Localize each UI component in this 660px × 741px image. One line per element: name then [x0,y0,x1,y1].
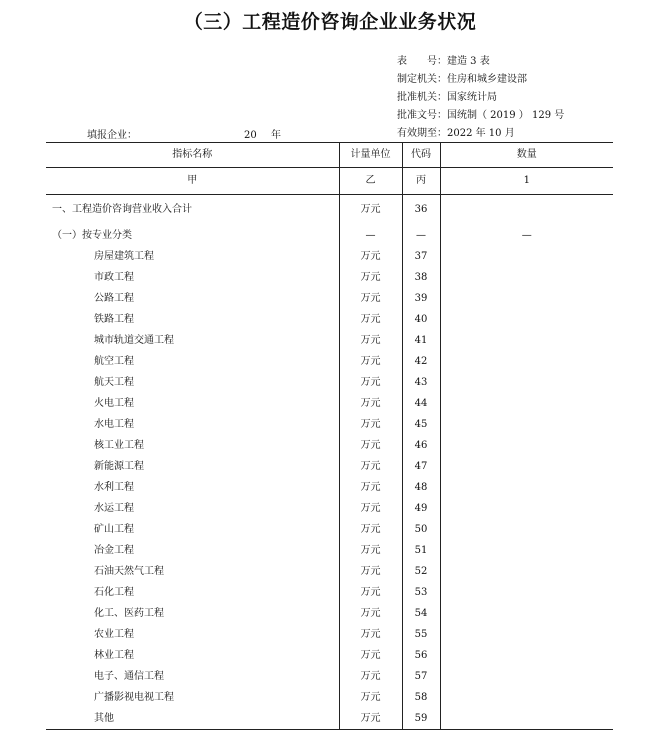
company-label: 填报企业： [87,130,137,141]
meta-valid-label: 有效期至： [397,128,447,139]
row-quantity[interactable] [440,666,613,687]
table-row [46,561,613,582]
row-quantity[interactable] [440,624,613,645]
row-quantity[interactable] [440,330,613,351]
page-title: （三）工程造价咨询企业业务状况 [183,11,477,33]
row-name: 其他 [46,708,339,730]
row-unit: 万元 [339,519,402,540]
row-quantity[interactable] [440,195,613,226]
row-name: 房屋建筑工程 [46,246,339,267]
row-quantity[interactable] [440,582,613,603]
row-name: 石化工程 [46,582,339,603]
meta-valid-value: 2022 年 10 月 [447,128,515,139]
table-row [46,351,613,372]
row-quantity[interactable] [440,267,613,288]
row-quantity[interactable] [440,687,613,708]
table-row [46,477,613,498]
row-code: — [402,225,440,246]
row-quantity[interactable] [440,372,613,393]
row-unit: 万元 [339,477,402,498]
table-row [46,414,613,435]
row-quantity[interactable] [440,309,613,330]
row-unit: 万元 [339,288,402,309]
table-header-row [46,143,613,168]
meta-approver-label: 批准机关： [397,92,447,103]
subheader-quantity: 1 [440,168,613,195]
table-row [46,309,613,330]
row-quantity[interactable] [440,540,613,561]
row-name: 航天工程 [46,372,339,393]
row-name: 核工业工程 [46,435,339,456]
row-quantity[interactable]: — [440,225,613,246]
row-name: 矿山工程 [46,519,339,540]
table-row [46,666,613,687]
row-quantity[interactable] [440,519,613,540]
row-code: 43 [402,372,440,393]
row-quantity[interactable] [440,351,613,372]
subheader-name: 甲 [46,168,339,195]
business-table [46,142,613,730]
row-code: 55 [402,624,440,645]
meta-valid [397,128,515,140]
subheader-code: 丙 [402,168,440,195]
row-quantity[interactable] [440,435,613,456]
meta-form-no-label: 表 号： [397,56,447,67]
table-row [46,645,613,666]
row-name: 城市轨道交通工程 [46,330,339,351]
row-code: 57 [402,666,440,687]
meta-form-no-value: 建造 3 表 [447,56,490,67]
row-quantity[interactable] [440,288,613,309]
table-row [46,246,613,267]
table-subheader-row [46,168,613,195]
row-code: 47 [402,456,440,477]
row-quantity[interactable] [440,603,613,624]
row-unit: 万元 [339,687,402,708]
table-row [46,708,613,730]
row-quantity[interactable] [440,708,613,730]
row-quantity[interactable] [440,456,613,477]
table-row [46,330,613,351]
table-row [46,456,613,477]
row-unit: 万元 [339,393,402,414]
header-name: 指标名称 [46,143,339,168]
meta-issuer [397,74,527,86]
header-unit: 计量单位 [339,143,402,168]
row-name: 航空工程 [46,351,339,372]
row-quantity[interactable] [440,414,613,435]
table-row [46,624,613,645]
table-row [46,540,613,561]
row-code: 36 [402,195,440,226]
row-quantity[interactable] [440,477,613,498]
row-unit: 万元 [339,561,402,582]
row-code: 56 [402,645,440,666]
table-row [46,603,613,624]
row-unit: 万元 [339,435,402,456]
row-name: 水电工程 [46,414,339,435]
row-quantity[interactable] [440,393,613,414]
row-name: 一、工程造价咨询营业收入合计 [46,195,339,226]
row-name: 化工、医药工程 [46,603,339,624]
row-code: 49 [402,498,440,519]
meta-issuer-label: 制定机关： [397,74,447,85]
row-code: 38 [402,267,440,288]
row-code: 48 [402,477,440,498]
meta-issuer-value: 住房和城乡建设部 [447,74,527,85]
row-code: 39 [402,288,440,309]
row-name: 水利工程 [46,477,339,498]
row-unit: 万元 [339,645,402,666]
table-row [46,582,613,603]
row-quantity[interactable] [440,561,613,582]
table-row [46,498,613,519]
row-name: 广播影视电视工程 [46,687,339,708]
table-row [46,519,613,540]
subheader-unit: 乙 [339,168,402,195]
table-row [46,195,613,226]
row-code: 41 [402,330,440,351]
row-quantity[interactable] [440,498,613,519]
table-row [46,435,613,456]
row-name: 水运工程 [46,498,339,519]
row-unit: 万元 [339,456,402,477]
row-name: 冶金工程 [46,540,339,561]
year-prefix: 20 [244,130,257,141]
row-code: 44 [402,393,440,414]
row-code: 58 [402,687,440,708]
row-quantity[interactable] [440,246,613,267]
row-name: 石油天然气工程 [46,561,339,582]
row-code: 50 [402,519,440,540]
row-name: 公路工程 [46,288,339,309]
meta-approver [397,92,497,104]
row-unit: 万元 [339,582,402,603]
row-code: 46 [402,435,440,456]
row-code: 53 [402,582,440,603]
row-name: 新能源工程 [46,456,339,477]
row-unit: 万元 [339,372,402,393]
row-code: 42 [402,351,440,372]
header-quantity: 数量 [440,143,613,168]
meta-doc-no [397,110,564,122]
row-unit: 万元 [339,603,402,624]
row-unit: 万元 [339,351,402,372]
table-row [46,393,613,414]
row-name: 林业工程 [46,645,339,666]
row-unit: 万元 [339,330,402,351]
row-code: 59 [402,708,440,730]
row-name: 市政工程 [46,267,339,288]
row-unit: 万元 [339,708,402,730]
table-row [46,267,613,288]
row-unit: 万元 [339,195,402,226]
row-unit: 万元 [339,246,402,267]
row-name: 农业工程 [46,624,339,645]
row-unit: 万元 [339,267,402,288]
row-code: 52 [402,561,440,582]
row-quantity[interactable] [440,645,613,666]
row-unit: — [339,225,402,246]
meta-doc-no-value: 国统制（ 2019 ） 129 号 [447,110,565,121]
row-unit: 万元 [339,309,402,330]
meta-form-no [397,56,490,68]
row-code: 54 [402,603,440,624]
meta-approver-value: 国家统计局 [447,92,497,103]
row-unit: 万元 [339,540,402,561]
row-code: 40 [402,309,440,330]
row-code: 51 [402,540,440,561]
table-row [46,288,613,309]
row-name: （一）按专业分类 [46,225,339,246]
table-row [46,687,613,708]
row-name: 火电工程 [46,393,339,414]
row-unit: 万元 [339,624,402,645]
row-name: 铁路工程 [46,309,339,330]
row-unit: 万元 [339,666,402,687]
row-code: 45 [402,414,440,435]
table-row [46,225,613,246]
meta-doc-no-label: 批准文号： [397,110,447,121]
row-unit: 万元 [339,414,402,435]
header-code: 代码 [402,143,440,168]
row-name: 电子、通信工程 [46,666,339,687]
year-suffix: 年 [271,130,281,141]
row-code: 37 [402,246,440,267]
row-unit: 万元 [339,498,402,519]
table-row [46,372,613,393]
